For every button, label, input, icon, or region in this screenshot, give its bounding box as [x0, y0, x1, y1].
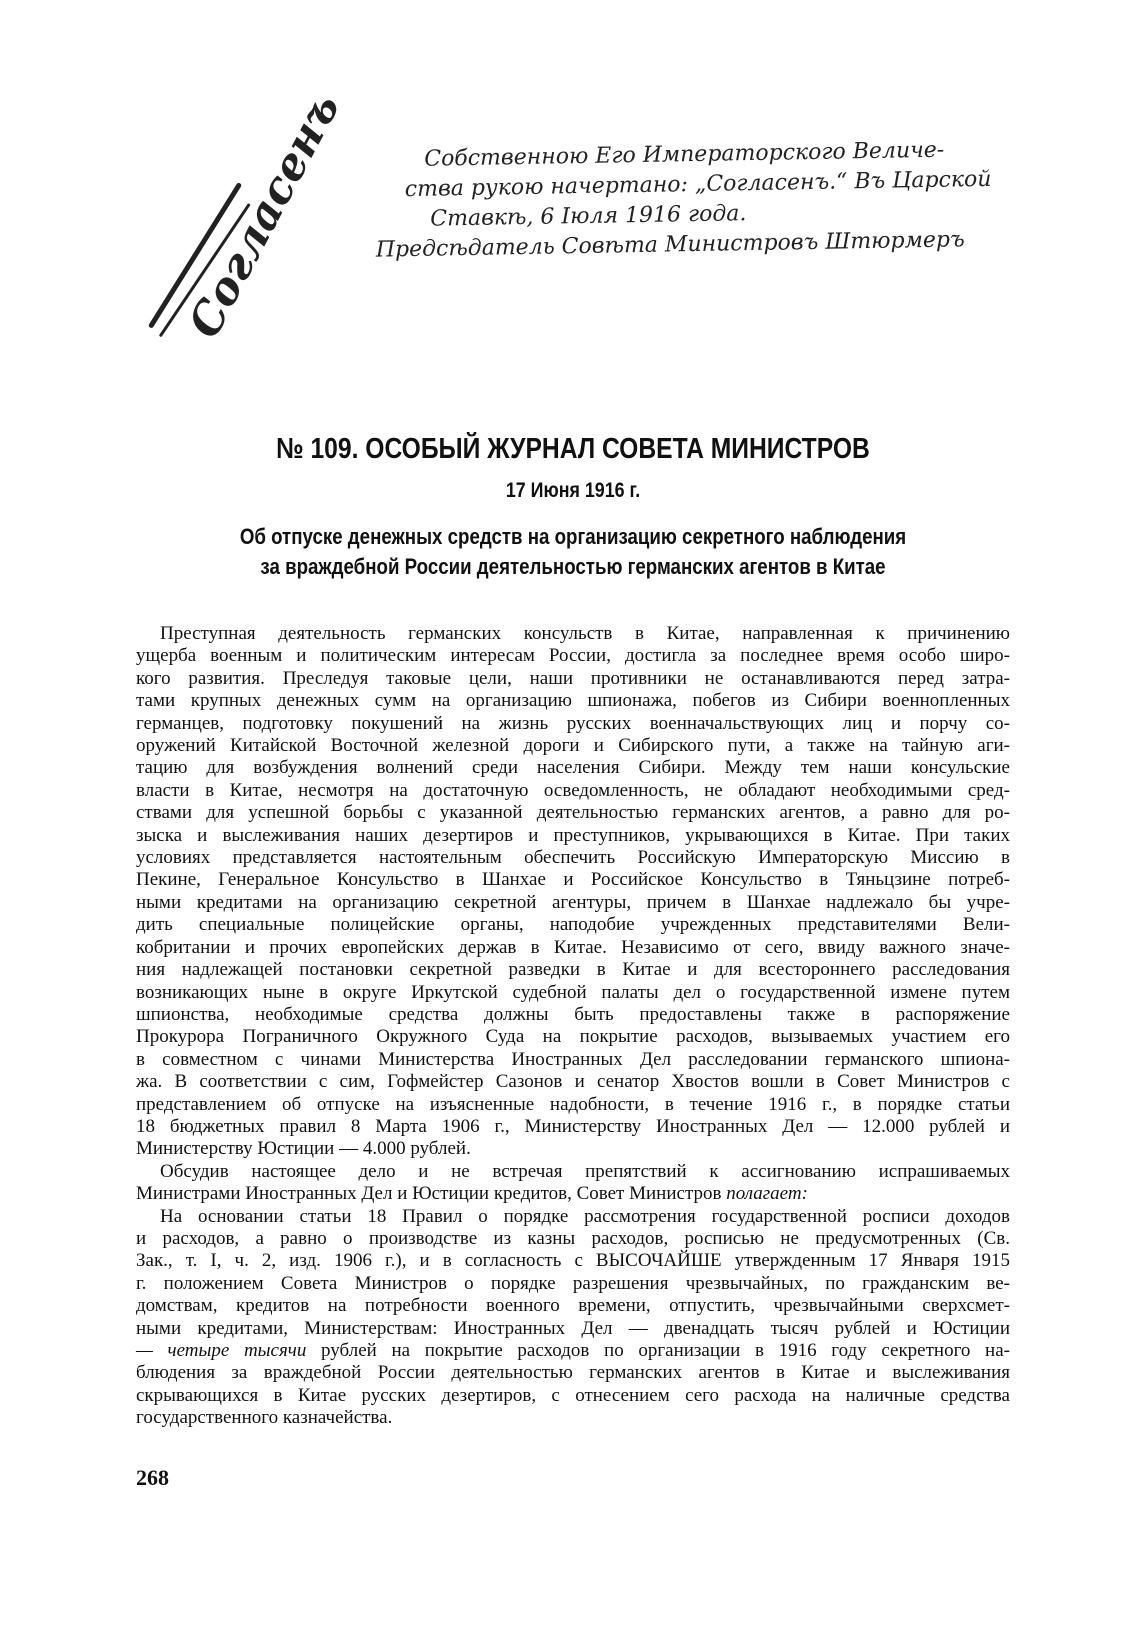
text-line: Зак., т. I, ч. 2, изд. 1906 г.), и в согласность с ВЫСОЧАЙШЕ утвержденным 17 Января 1915: [136, 1250, 1010, 1272]
text-line: в совместном с чинами Министерства Иностранных Дел расследовании германского шпиона-: [136, 1048, 1010, 1070]
text-line: тацию для возбуждения волнений среди населения Сибири. Между тем наши консульские: [136, 757, 1010, 779]
text-line: На основании статьи 18 Правил о порядке рассмотрения государственной росписи доходов: [160, 1205, 1010, 1227]
text-line: представлением об отпуске на изъясненные надобности, в течение 1916 г., в порядке статьи: [136, 1093, 1010, 1115]
subtitle-line: Об отпуске денежных средств на организацию секретного наблюдения: [239, 524, 907, 549]
text-line: ными кредитами на организацию секретной агентуры, причем в Шанхае надлежало бы учре-: [136, 891, 1010, 913]
handwritten-line: ства рукою начертано: „Согласенъ.“ Въ Царской: [404, 166, 992, 203]
text-line: [136, 1183, 1010, 1205]
imperial-resolution-signature: [150, 80, 350, 347]
text-line: условиях представляется настоятельным обеспечить Российскую Императорскую Миссию в: [136, 847, 1010, 869]
resolution-word: Согласенъ: [178, 84, 350, 347]
italic-segment: полагает:: [726, 1183, 808, 1205]
text-line: скрывающихся в Китае русских дезертиров, с отнесением сего расхода на наличные средства: [136, 1384, 1010, 1406]
text-line: жа. В соответствии с сим, Гофмейстер Сазонов и сенатор Хвостов вошли в Совет Министров с: [136, 1071, 1010, 1093]
text-line: Преступная деятельность германских консульств в Китае, направленная к причинению: [160, 623, 1010, 644]
text-line: Прокурора Пограничного Окружного Суда на покрытие расходов, вызываемых участием его: [136, 1026, 1010, 1048]
text-line: ния надлежащей постановки секретной разведки в Китае и для всестороннего расследования: [136, 959, 1010, 981]
text-line: ствами для успешной борьбы с указанной деятельностью германских агентов, а равно для ро-: [136, 802, 1010, 824]
text-line: г. положением Совета Министров о порядке разрешения чрезвычайных, по гражданским ве-: [136, 1272, 1010, 1294]
text-line: государственного казначейства.: [136, 1407, 393, 1429]
text-line: блюдения за враждебной России деятельностью германских агентов в Китае и выслеживания: [136, 1362, 1010, 1384]
text-line: оружений Китайской Восточной железной дороги и Сибирского пути, а также на тайную аги-: [136, 735, 1010, 757]
text-segment: рублей на покрытие расходов по организации в 1916 году секретного на-: [306, 1340, 1010, 1361]
text-line: дить специальные полицейские органы, наподобие учрежденных представителями Вели-: [136, 914, 1010, 936]
text-line: тами крупных денежных сумм на организацию шпионажа, побегов из Сибири военнопленных: [136, 690, 1010, 712]
text-line: и расходов, а равно о производстве из казны расходов, росписью не предусмотренных (Св.: [136, 1227, 1010, 1249]
text-line: шпионства, необходимые средства должны быть предоставлены также в распоряжение: [136, 1003, 1010, 1025]
text-line: германцев, подготовку покушений на жизнь русских военначальствующих лиц и порчу со-: [136, 712, 1010, 734]
text-line: 18 бюджетных правил 8 Марта 1906 г., Министерству Иностранных Дел — 12.000 рублей и: [136, 1115, 1010, 1137]
text-line: Пекине, Генеральное Консульство в Шанхае и Российское Консульство в Тяньцзине потреб-: [136, 869, 1010, 891]
italic-segment: — четыре тысячи: [136, 1340, 307, 1361]
text-line: домствам, кредитов на потребности военного времени, отпустить, чрезвычайными сверхсмет-: [136, 1295, 1010, 1317]
handwritten-note: [374, 134, 1016, 265]
text-line: зыска и выслеживания наших дезертиров и преступников, укрывающихся в Китае. При таких: [136, 824, 1010, 846]
handwritten-line: Предсѣдатель Совѣта Министровъ Штюрмеръ: [375, 227, 965, 263]
text-line: кобритании и прочих европейских держав в Китае. Независимо от сего, ввиду важного значе-: [136, 936, 1010, 958]
paragraph-3: [136, 1206, 1010, 1430]
text-line: [136, 1340, 1010, 1362]
text-line: ущерба военным и политическим интересам России, достигла за последнее время особо широ-: [136, 645, 1010, 667]
text-line: Министерству Юстиции — 4.000 рублей.: [136, 1138, 471, 1160]
text-line: кого развития. Преследуя таковые цели, наши противники не останавливаются перед затра-: [136, 667, 1010, 689]
document-subtitle: [86, 522, 1060, 582]
paragraph-2: [136, 1161, 1010, 1206]
text-line: ными кредитами, Министерствам: Иностранных Дел — двенадцать тысяч рублей и Юстиции: [136, 1317, 1010, 1339]
subtitle-line: за враждебной России деятельностью германских агентов в Китае: [260, 554, 886, 579]
text-line: возникающих ныне в округе Иркутской судебной палаты дел о государственной измене путем: [136, 981, 1010, 1003]
document-title: № 109. ОСОБЫЙ ЖУРНАЛ СОВЕТА МИНИСТРОВ: [276, 433, 870, 465]
handwritten-line: Ставкѣ, 6 Іюля 1916 года.: [430, 201, 747, 232]
handwritten-line: Собственною Его Императорского Величе-: [424, 137, 945, 172]
page-number: 268: [136, 1465, 169, 1490]
text-line: Обсудив настоящее дело и не встречая препятствий к ассигнованию испрашиваемых: [160, 1160, 1010, 1182]
text-segment: Министрами Иностранных Дел и Юстиции кредитов, Совет Министров: [136, 1183, 722, 1205]
text-line: власти в Китае, несмотря на достаточную осведомленность, не обладают необходимыми сред-: [136, 779, 1010, 801]
paragraph-1: [136, 623, 1010, 1161]
document-date: 17 Июня 1916 г.: [505, 479, 641, 502]
document-body: [136, 623, 1010, 1430]
